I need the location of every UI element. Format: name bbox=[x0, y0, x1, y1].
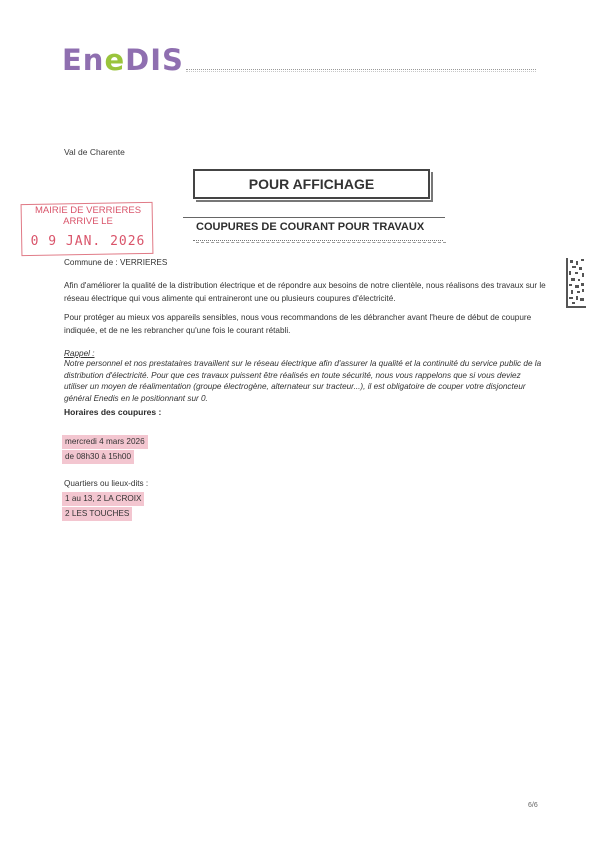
stamp-line2: ARRIVE LE bbox=[63, 216, 113, 227]
logo-suffix: DIS bbox=[125, 43, 184, 77]
horaires-label: Horaires des coupures : bbox=[64, 407, 162, 417]
page-subtitle: COUPURES DE COURANT POUR TRAVAUX bbox=[196, 221, 425, 233]
rappel-label: Rappel : bbox=[64, 349, 95, 358]
quartier-item: 2 LES TOUCHES bbox=[62, 507, 132, 521]
quartier-item: 1 au 13, 2 LA CROIX bbox=[62, 492, 144, 506]
subtitle-rule-bottom-secondary bbox=[196, 242, 446, 243]
intro-paragraph: Afin d'améliorer la qualité de la distribution électrique et de répondre aux besoins de notre clientèle, nous réalisons des travaux sur le réseau électrique qui vous alimente qui entraineront une ou plusieurs coupures d'électricité. bbox=[64, 281, 546, 303]
subtitle-rule-bottom bbox=[193, 240, 443, 241]
page-number: 6/6 bbox=[528, 802, 538, 809]
header-rule-secondary bbox=[186, 71, 536, 72]
stamp-date: 0 9 JAN. 2026 bbox=[30, 234, 146, 249]
subtitle-rule-top bbox=[183, 217, 445, 218]
logo-mid: e bbox=[104, 43, 126, 77]
rappel-paragraph: Notre personnel et nos prestataires travaillent sur le réseau électrique afin d'assurer la qualité et la continuité du service public de la distribution d'électricité. Pour que ces travaux puissent être réalisés en toute sécurité, nous vous rappelons que si vous deviez utiliser un moyen de réalimentation (groupe électrogène, alternateur sur tracteur...), il est obligatoire de couper votre disjoncteur général Enedis en le positionnant sur 0. bbox=[64, 359, 542, 403]
logo-prefix: En bbox=[62, 43, 105, 77]
outage-date: mercredi 4 mars 2026 bbox=[62, 435, 148, 449]
enedis-logo bbox=[62, 43, 184, 77]
advice-paragraph: Pour protéger au mieux vos appareils sensibles, nous vous recommandons de les débrancher avant l'heure de début de coupure indiquée, et de ne les rebrancher qu'une fois le courant rétabli. bbox=[64, 313, 532, 335]
datamatrix-code bbox=[566, 258, 586, 308]
stamp-header bbox=[24, 205, 152, 227]
page-title: POUR AFFICHAGE bbox=[248, 176, 375, 192]
header-rule bbox=[186, 69, 536, 70]
outage-time: de 08h30 à 15h00 bbox=[62, 450, 134, 464]
sender-name: Val de Charente bbox=[64, 147, 125, 157]
stamp-line1: MAIRIE DE VERRIERES bbox=[34, 205, 142, 216]
commune-line: Commune de : VERRIERES bbox=[64, 258, 168, 267]
quartiers-label: Quartiers ou lieux-dits : bbox=[64, 479, 149, 488]
